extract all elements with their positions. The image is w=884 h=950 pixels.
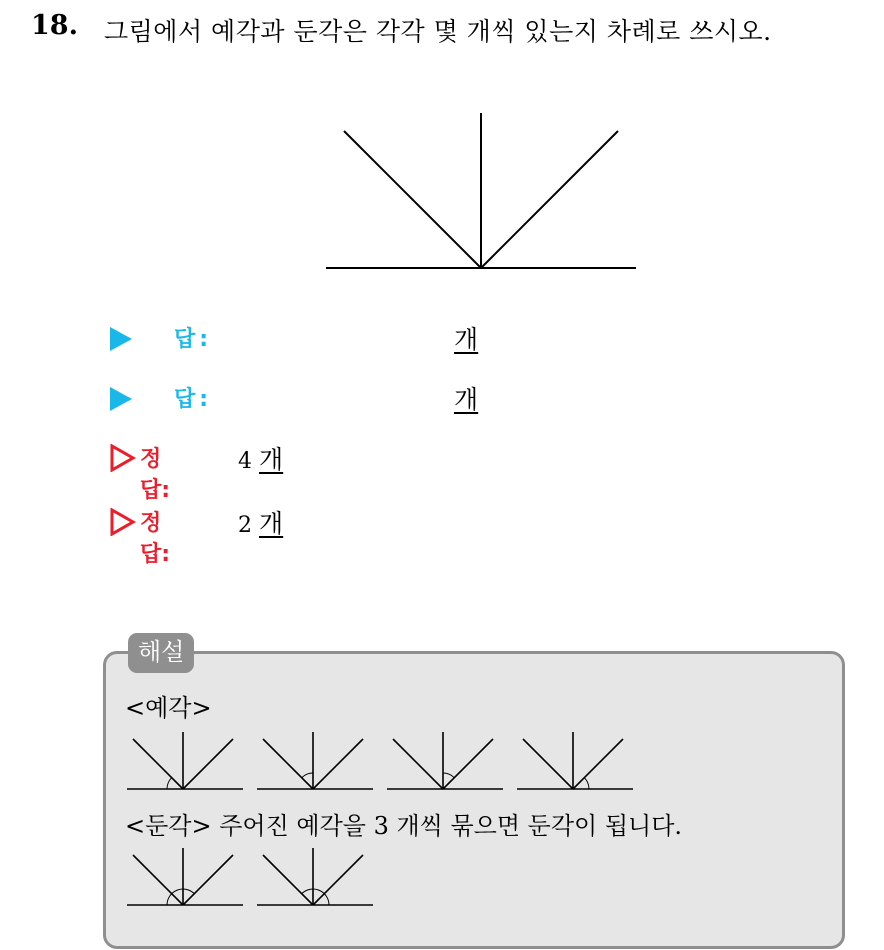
answer-label: 답: bbox=[174, 327, 213, 352]
correct-answer-value: 2 bbox=[238, 513, 252, 538]
right-ray bbox=[481, 131, 618, 268]
left-ray bbox=[344, 131, 481, 268]
play-arrow-icon bbox=[110, 327, 132, 351]
outline-arrow-icon bbox=[110, 508, 136, 536]
acute-diagram-2 bbox=[255, 730, 375, 794]
explanation-tag: 해설 bbox=[128, 633, 194, 673]
question-number: 18. bbox=[31, 10, 78, 41]
correct-answer-label: 정답: bbox=[140, 511, 171, 567]
acute-diagram-3 bbox=[385, 730, 505, 794]
obtuse-diagram-2 bbox=[255, 846, 375, 910]
correct-answer-label: 정답: bbox=[140, 447, 171, 503]
answer-label: 답: bbox=[174, 387, 213, 412]
acute-diagram-1 bbox=[125, 730, 245, 794]
play-arrow-icon bbox=[110, 387, 132, 411]
correct-answer-value: 4 bbox=[238, 449, 252, 474]
obtuse-diagram-1 bbox=[125, 846, 245, 910]
answer-unit: 개 bbox=[454, 325, 479, 354]
question-text: 그림에서 예각과 둔각은 각각 몇 개씩 있는지 차례로 쓰시오. bbox=[104, 17, 772, 46]
angle-figure bbox=[320, 110, 650, 275]
correct-answer-unit: 개 bbox=[259, 445, 284, 474]
acute-heading: <예각> bbox=[125, 694, 212, 722]
correct-answer-unit: 개 bbox=[259, 509, 284, 538]
answer-unit: 개 bbox=[454, 385, 479, 414]
obtuse-text: <둔각> 주어진 예각을 3 개씩 묶으면 둔각이 됩니다. bbox=[125, 812, 683, 840]
outline-arrow-icon bbox=[110, 444, 136, 472]
acute-diagram-4 bbox=[515, 730, 635, 794]
